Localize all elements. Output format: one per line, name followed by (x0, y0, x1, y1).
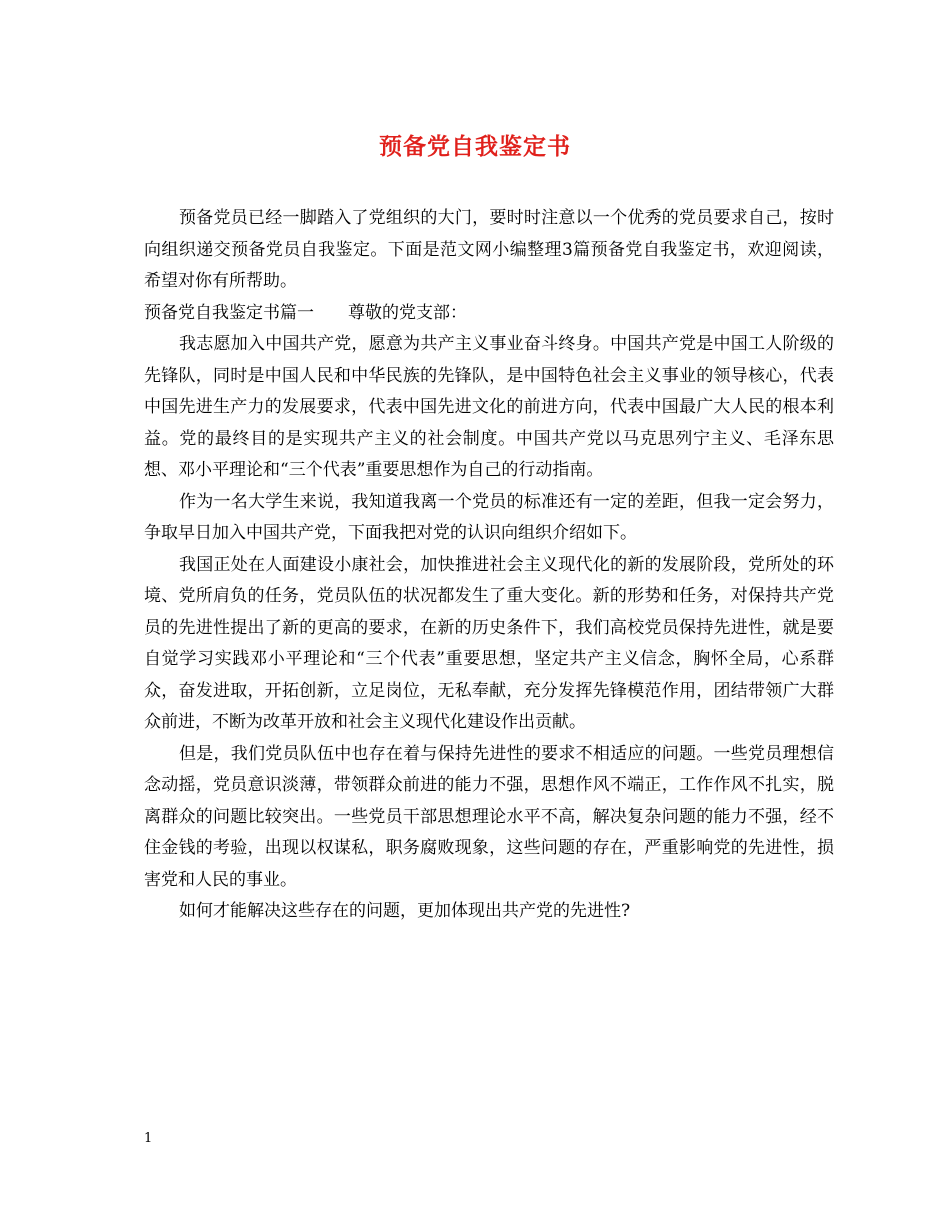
salutation: 尊敬的党支部： (348, 302, 467, 323)
body-paragraph-2: 作为一名大学生来说，我知道我离一个党员的标准还有一定的差距，但我一定会努力，争取早日加入中国共产党，下面我把对党的认识向组织介绍如下。 (144, 491, 834, 543)
document-body (144, 203, 834, 928)
body-paragraph-5: 如何才能解决这些存在的问题，更加体现出共产党的先进性? (179, 901, 631, 921)
section-heading-line (144, 298, 834, 330)
section-heading: 预备党自我鉴定书篇一 (144, 302, 314, 323)
intro-paragraph: 预备党员已经一脚踏入了党组织的大门，要时时注意以一个优秀的党员要求自己，按时向组织递交预备党员自我鉴定。下面是范文网小编整理3篇预备党自我鉴定书，欢迎阅读，希望对你有所帮助。 (144, 208, 834, 291)
body-paragraph-4: 但是，我们党员队伍中也存在着与保持先进性的要求不相适应的问题。一些党员理想信念动摇，党员意识淡薄，带领群众前进的能力不强，思想作风不端正，工作作风不扎实，脱离群众的问题比较突出。一些党员干部思想理论水平不高，解决复杂问题的能力不强，经不住金钱的考验，出现以权谋私，职务腐败现象，这些问题的存在，严重影响党的先进性，损害党和人民的事业。 (144, 743, 834, 890)
body-paragraph-1: 我志愿加入中国共产党，愿意为共产主义事业奋斗终身。中国共产党是中国工人阶级的先锋队，同时是中国人民和中华民族的先锋队，是中国特色社会主义事业的领导核心，代表中国先进生产力的发展要求，代表中国先进文化的前进方向，代表中国最广大人民的根本利益。党的最终目的是实现共产主义的社会制度。中国共产党以马克思列宁主义、毛泽东思想、邓小平理论和“三个代表”重要思想作为自己的行动指南。 (144, 334, 834, 480)
page-number: 1 (144, 1131, 153, 1146)
document-title: 预备党自我鉴定书 (379, 133, 571, 160)
body-paragraph-3: 我国正处在人面建设小康社会，加快推进社会主义现代化的新的发展阶段，党所处的环境、党所肩负的任务，党员队伍的状况都发生了重大变化。新的形势和任务，对保持共产党员的先进性提出了新的更高的要求，在新的历史条件下，我们高校党员保持先进性，就是要自觉学习实践邓小平理论和“三个代表”重要思想，坚定共产主义信念，胸怀全局，心系群众，奋发进取，开拓创新，立足岗位，无私奉献，充分发挥先锋模范作用，团结带领广大群众前进，不断为改革开放和社会主义现代化建设作出贡献。 (144, 554, 834, 732)
